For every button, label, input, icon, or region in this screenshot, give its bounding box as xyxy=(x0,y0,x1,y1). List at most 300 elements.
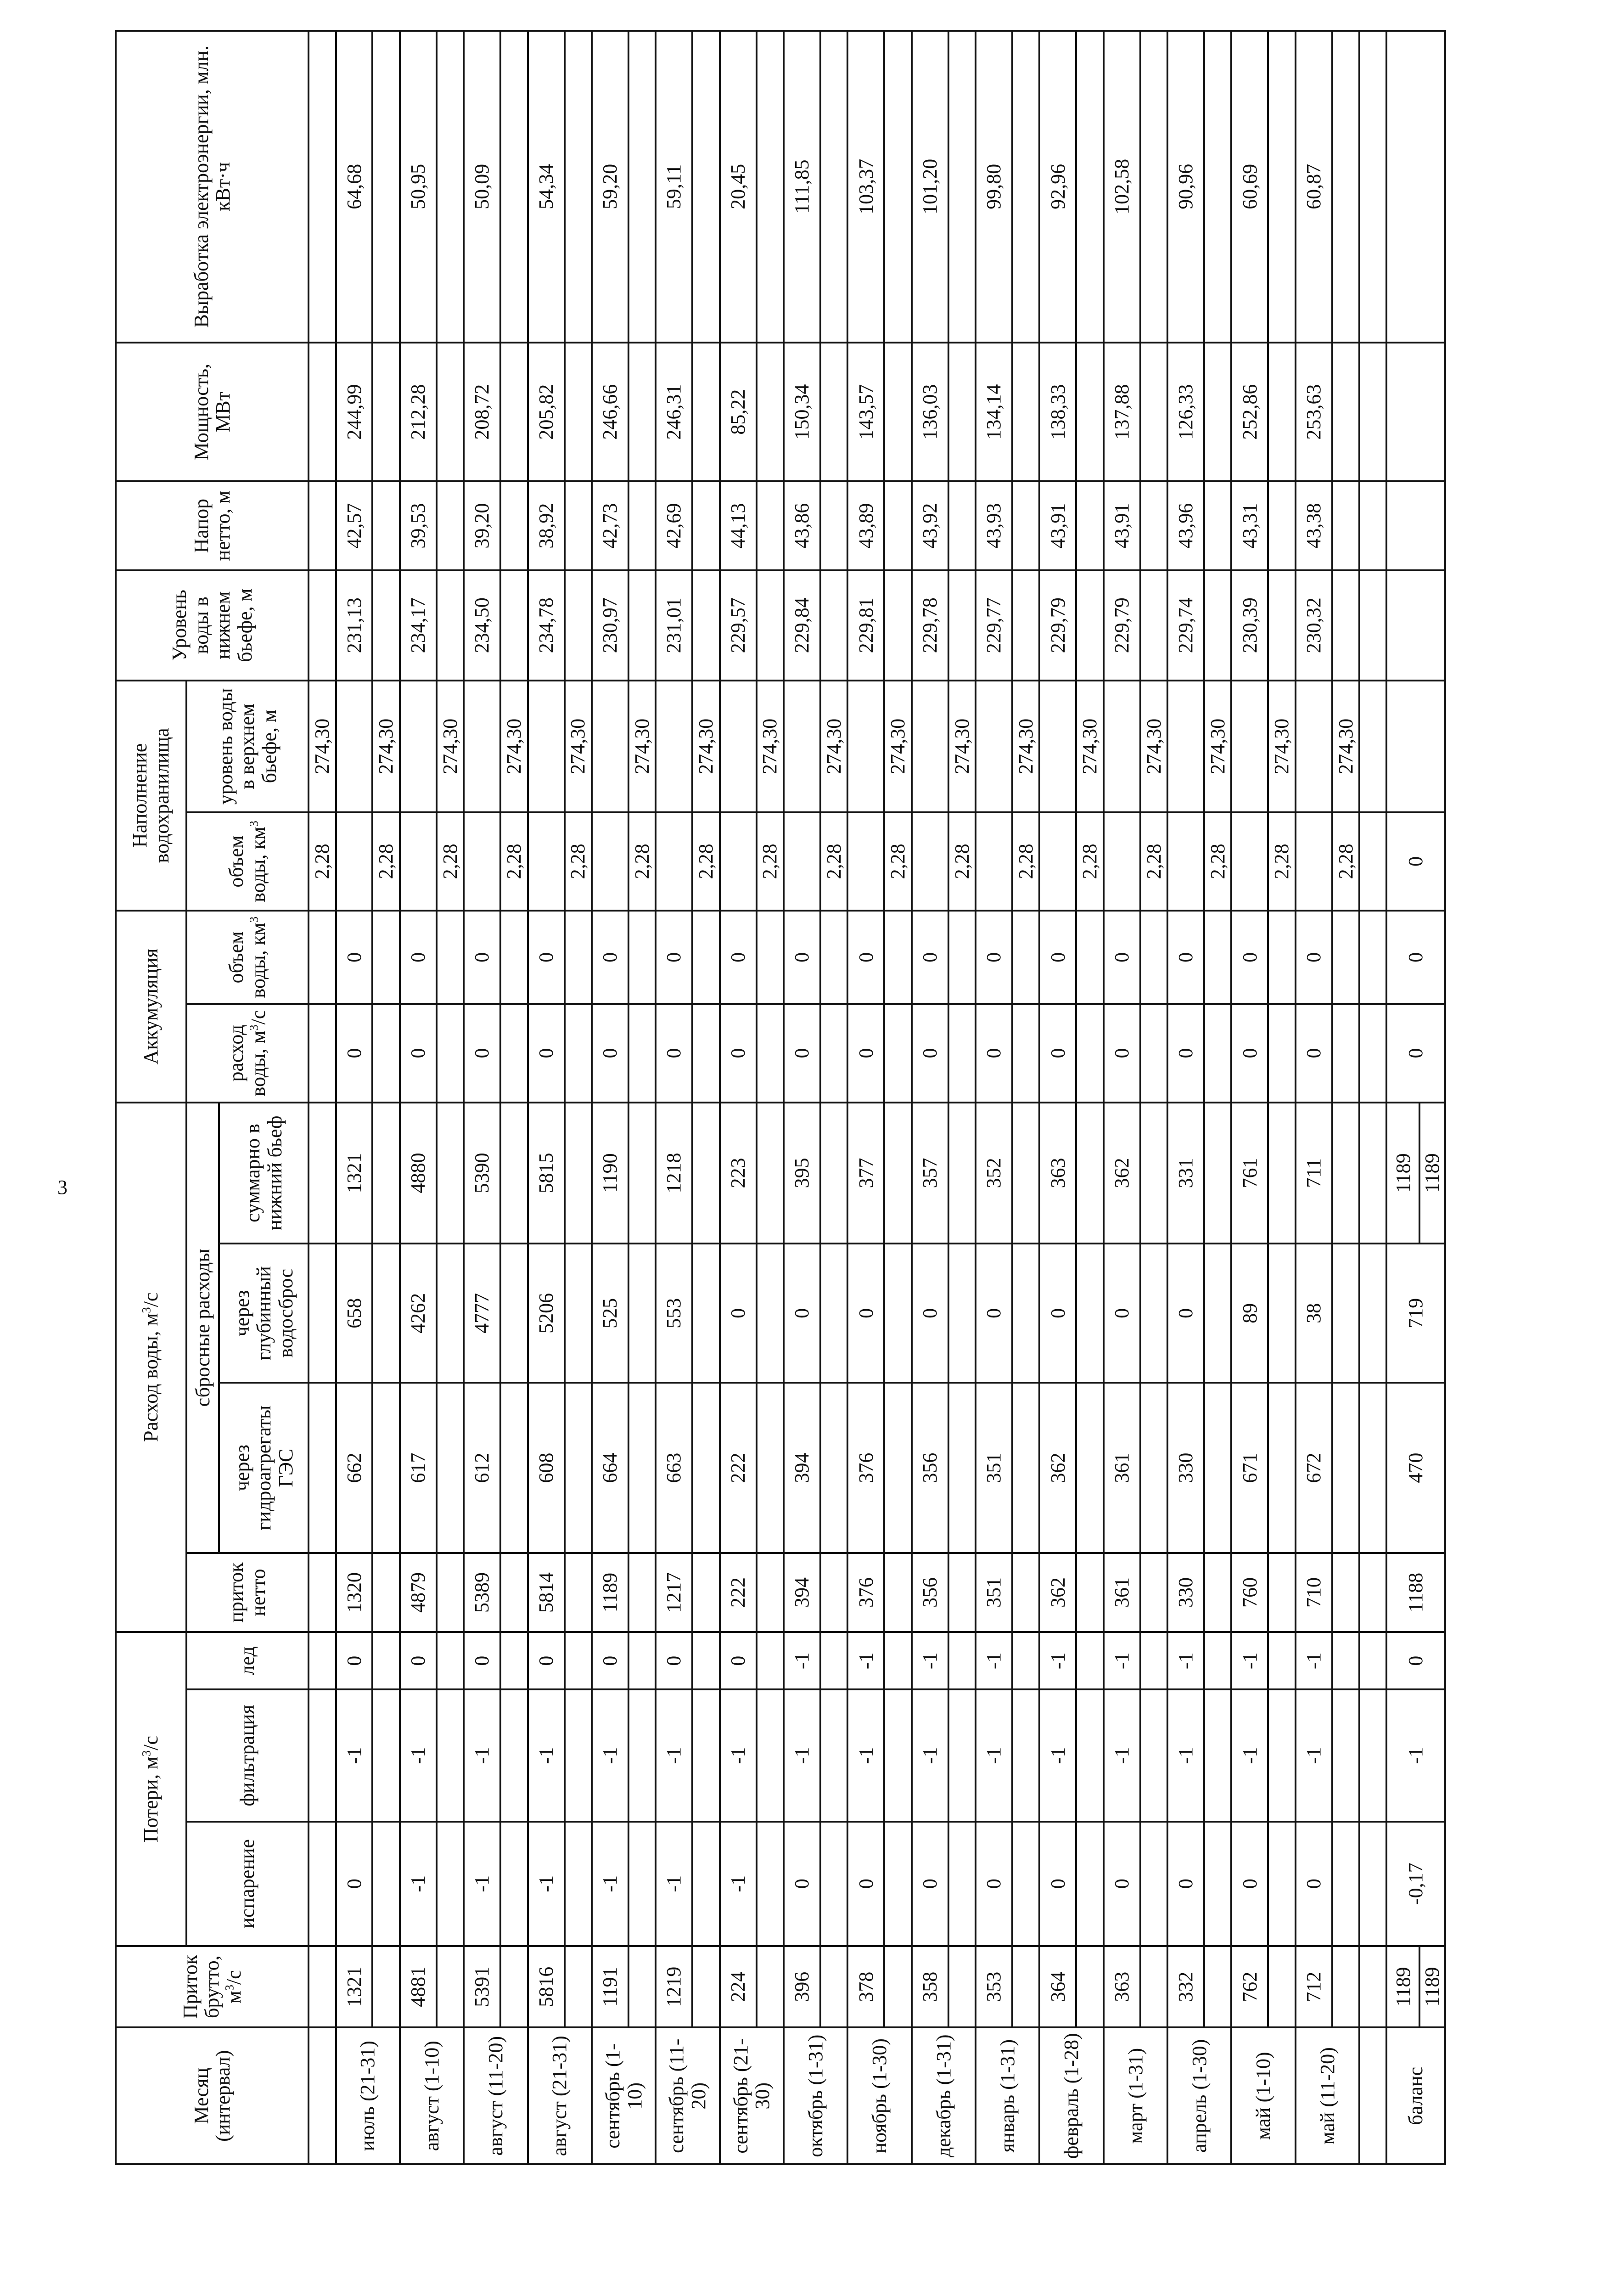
header-filling: Наполнение водохранилища xyxy=(116,681,186,911)
empty-cell xyxy=(1332,1632,1359,1689)
tail-level-cell: 231,01 xyxy=(656,570,692,681)
fill-level-cell: 274,30 xyxy=(948,681,976,812)
month-cell: март (1-31) xyxy=(1104,2027,1167,2164)
fill-volume-cell: 2,28 xyxy=(1140,812,1167,911)
empty-cell xyxy=(565,1004,592,1103)
via-spillway-cell: 0 xyxy=(976,1244,1012,1383)
data-row xyxy=(400,31,437,2164)
empty-cell xyxy=(1076,1632,1103,1689)
month-cell: август (11-20) xyxy=(464,2027,527,2164)
acc-volume-cell: 0 xyxy=(656,911,692,1004)
via-spillway-cell: 89 xyxy=(1231,1244,1268,1383)
empty-cell xyxy=(1076,1822,1103,1946)
filtration-cell: -1 xyxy=(720,1689,757,1821)
total-tailwater-cell: 362 xyxy=(1104,1103,1140,1244)
header-release: сбросные расходы xyxy=(186,1103,219,1553)
empty-cell xyxy=(309,1946,336,2027)
total-tailwater-cell: 711 xyxy=(1296,1103,1332,1244)
acc-volume-cell: 0 xyxy=(528,911,565,1004)
initial-fill-volume: 2,28 xyxy=(309,812,336,911)
power-cell: 138,33 xyxy=(1039,343,1076,482)
tail-level-cell: 229,78 xyxy=(912,570,948,681)
empty-cell xyxy=(1140,911,1167,1004)
empty-cell xyxy=(628,1822,656,1946)
evaporation-cell: 0 xyxy=(1104,1822,1140,1946)
data-row xyxy=(656,31,692,2164)
data-row-fill xyxy=(1012,31,1039,2164)
acc-volume-cell: 0 xyxy=(1039,911,1076,1004)
empty-cell xyxy=(1204,1822,1231,1946)
empty-cell xyxy=(372,1822,399,1946)
empty-cell xyxy=(820,1244,847,1383)
evaporation-cell: 0 xyxy=(336,1822,373,1946)
data-row xyxy=(912,31,948,2164)
via-spillway-cell: 553 xyxy=(656,1244,692,1383)
ice-cell: 0 xyxy=(528,1632,565,1689)
power-cell: 246,66 xyxy=(592,343,628,482)
header-acc-flow-text: расход воды, м xyxy=(225,1024,269,1097)
via-units-cell: 617 xyxy=(400,1383,437,1553)
empty-cell xyxy=(976,812,1012,911)
head-cell: 43,31 xyxy=(1231,482,1268,570)
empty-cell xyxy=(500,911,527,1004)
empty-cell xyxy=(437,1004,464,1103)
evaporation-cell: -1 xyxy=(592,1822,628,1946)
balance-via-spillway: 719 xyxy=(1386,1244,1445,1383)
empty-cell xyxy=(1268,482,1295,570)
empty-cell xyxy=(1268,1632,1295,1689)
empty-cell xyxy=(1332,1004,1359,1103)
empty-cell xyxy=(1204,1689,1231,1821)
empty-cell xyxy=(372,31,399,343)
fill-volume-cell: 2,28 xyxy=(437,812,464,911)
inflow-gross-cell: 332 xyxy=(1167,1946,1204,2027)
filtration-cell: -1 xyxy=(976,1689,1012,1821)
empty-cell xyxy=(372,1004,399,1103)
empty-cell xyxy=(692,1244,719,1383)
header-inflow-gross-text: Приток брутто, м xyxy=(179,1955,245,2019)
fill-volume-cell: 2,28 xyxy=(1204,812,1231,911)
total-tailwater-cell: 5815 xyxy=(528,1103,565,1244)
empty-cell xyxy=(1359,570,1386,681)
empty-cell xyxy=(500,570,527,681)
ice-cell: 0 xyxy=(656,1632,692,1689)
empty-cell xyxy=(1359,1822,1386,1946)
empty-cell xyxy=(1140,1632,1167,1689)
header-tail-level: Уровень воды в нижнем бьефе, м xyxy=(116,570,309,681)
balance-acc-flow: 0 xyxy=(1386,1004,1445,1103)
fill-level-cell: 274,30 xyxy=(628,681,656,812)
empty-cell xyxy=(372,1632,399,1689)
empty-cell xyxy=(437,1553,464,1632)
empty-cell xyxy=(309,1383,336,1553)
empty-cell xyxy=(309,2027,336,2164)
empty-cell xyxy=(948,570,976,681)
month-cell: апрель (1-30) xyxy=(1167,2027,1231,2164)
empty-cell xyxy=(565,1244,592,1383)
acc-volume-cell: 0 xyxy=(976,911,1012,1004)
head-cell: 42,69 xyxy=(656,482,692,570)
balance-filtration: -1 xyxy=(1386,1689,1445,1821)
header-acc-flow-sup: 3 xyxy=(247,1024,261,1031)
empty-cell xyxy=(692,1103,719,1244)
month-cell: сентябрь (1-10) xyxy=(592,2027,656,2164)
empty-cell xyxy=(1204,343,1231,482)
data-row-fill xyxy=(1332,31,1359,2164)
empty-cell xyxy=(692,1946,719,2027)
via-units-cell: 222 xyxy=(720,1383,757,1553)
empty-cell xyxy=(948,1553,976,1632)
balance-fill-volume: 0 xyxy=(1386,812,1445,911)
empty-cell xyxy=(757,1103,784,1244)
acc-flow-cell: 0 xyxy=(656,1004,692,1103)
balance-evaporation: -0,17 xyxy=(1386,1822,1445,1946)
empty-cell xyxy=(372,1946,399,2027)
initial-row xyxy=(309,31,336,2164)
tail-level-cell: 230,39 xyxy=(1231,570,1268,681)
via-units-cell: 351 xyxy=(976,1383,1012,1553)
empty-cell xyxy=(884,1553,911,1632)
empty-cell xyxy=(565,911,592,1004)
energy-cell: 92,96 xyxy=(1039,31,1076,343)
empty-cell xyxy=(948,1103,976,1244)
filtration-cell: -1 xyxy=(1039,1689,1076,1821)
empty-cell xyxy=(500,1244,527,1383)
inflow-gross-cell: 5816 xyxy=(528,1946,565,2027)
empty-cell xyxy=(692,911,719,1004)
inflow-gross-cell: 1321 xyxy=(336,1946,373,2027)
month-cell: август (21-31) xyxy=(528,2027,592,2164)
empty-cell xyxy=(692,1004,719,1103)
fill-volume-cell: 2,28 xyxy=(1332,812,1359,911)
head-cell: 43,91 xyxy=(1039,482,1076,570)
filtration-cell: -1 xyxy=(847,1689,884,1821)
empty-cell xyxy=(884,1244,911,1383)
via-spillway-cell: 0 xyxy=(1104,1244,1140,1383)
fill-level-cell: 274,30 xyxy=(1076,681,1103,812)
header-filtration: фильтрация xyxy=(186,1689,309,1821)
ice-cell: -1 xyxy=(976,1632,1012,1689)
data-row xyxy=(592,31,628,2164)
filtration-cell: -1 xyxy=(464,1689,500,1821)
fill-volume-cell: 2,28 xyxy=(884,812,911,911)
empty-cell xyxy=(1167,681,1204,812)
acc-flow-cell: 0 xyxy=(976,1004,1012,1103)
data-row xyxy=(784,31,820,2164)
empty-cell xyxy=(500,1689,527,1821)
empty-cell xyxy=(1296,812,1332,911)
empty-cell xyxy=(1076,482,1103,570)
empty-cell xyxy=(820,1946,847,2027)
evaporation-cell: -1 xyxy=(720,1822,757,1946)
via-spillway-cell: 0 xyxy=(784,1244,820,1383)
empty-cell xyxy=(1140,1946,1167,2027)
balance-inflow-gross: 1189 xyxy=(1386,1946,1419,2027)
empty-cell xyxy=(656,812,692,911)
fill-level-cell: 274,30 xyxy=(692,681,719,812)
empty-cell xyxy=(1012,1689,1039,1821)
energy-cell: 64,68 xyxy=(336,31,373,343)
empty-cell xyxy=(1140,31,1167,343)
empty-cell xyxy=(656,681,692,812)
empty-cell xyxy=(1204,1946,1231,2027)
empty-cell xyxy=(628,1632,656,1689)
empty-cell xyxy=(500,1004,527,1103)
data-row xyxy=(1167,31,1204,2164)
data-row xyxy=(976,31,1012,2164)
data-row-fill xyxy=(437,31,464,2164)
evaporation-cell: 0 xyxy=(1231,1822,1268,1946)
empty-cell xyxy=(1386,570,1445,681)
empty-cell xyxy=(1359,1103,1386,1244)
empty-cell xyxy=(1012,1632,1039,1689)
inflow-net-cell: 1189 xyxy=(592,1553,628,1632)
empty-cell xyxy=(1332,570,1359,681)
acc-volume-cell: 0 xyxy=(592,911,628,1004)
empty-cell xyxy=(437,570,464,681)
month-cell: декабрь (1-31) xyxy=(912,2027,976,2164)
tail-level-cell: 229,84 xyxy=(784,570,820,681)
empty-cell xyxy=(757,31,784,343)
empty-cell xyxy=(1012,1553,1039,1632)
empty-cell xyxy=(628,1004,656,1103)
empty-cell xyxy=(1268,1553,1295,1632)
total-tailwater-cell: 5390 xyxy=(464,1103,500,1244)
empty-cell xyxy=(1204,1383,1231,1553)
filtration-cell: -1 xyxy=(1296,1689,1332,1821)
empty-cell xyxy=(1359,31,1386,343)
balance-acc-volume: 0 xyxy=(1386,911,1445,1004)
empty-cell xyxy=(884,1383,911,1553)
data-row-fill xyxy=(757,31,784,2164)
tail-level-cell: 230,32 xyxy=(1296,570,1332,681)
power-cell: 136,03 xyxy=(912,343,948,482)
empty-cell xyxy=(692,1553,719,1632)
tail-level-cell: 234,78 xyxy=(528,570,565,681)
total-tailwater-cell: 223 xyxy=(720,1103,757,1244)
empty-cell xyxy=(1268,343,1295,482)
fill-level-cell: 274,30 xyxy=(1268,681,1295,812)
header-row-1 xyxy=(116,31,186,2164)
empty-cell xyxy=(948,343,976,482)
empty-cell xyxy=(820,1822,847,1946)
tail-level-cell: 230,97 xyxy=(592,570,628,681)
inflow-gross-cell: 224 xyxy=(720,1946,757,2027)
empty-cell xyxy=(309,343,336,482)
empty-cell xyxy=(1204,570,1231,681)
empty-cell xyxy=(1332,1822,1359,1946)
via-units-cell: 672 xyxy=(1296,1383,1332,1553)
ice-cell: -1 xyxy=(847,1632,884,1689)
data-row-fill xyxy=(692,31,719,2164)
empty-cell xyxy=(1359,911,1386,1004)
head-cell: 43,86 xyxy=(784,482,820,570)
acc-flow-cell: 0 xyxy=(1231,1004,1268,1103)
empty-cell xyxy=(500,1822,527,1946)
empty-cell xyxy=(1231,812,1268,911)
inflow-net-cell: 222 xyxy=(720,1553,757,1632)
empty-cell xyxy=(437,1632,464,1689)
energy-cell: 50,09 xyxy=(464,31,500,343)
empty-cell xyxy=(565,1553,592,1632)
empty-cell xyxy=(372,1553,399,1632)
empty-cell xyxy=(628,482,656,570)
empty-cell xyxy=(1386,681,1445,812)
energy-cell: 102,58 xyxy=(1104,31,1140,343)
filtration-cell: -1 xyxy=(592,1689,628,1821)
total-tailwater-cell: 395 xyxy=(784,1103,820,1244)
empty-cell xyxy=(592,812,628,911)
month-cell: сентябрь (21-30) xyxy=(720,2027,784,2164)
empty-cell xyxy=(1268,1946,1295,2027)
evaporation-cell: -1 xyxy=(528,1822,565,1946)
tail-level-cell: 229,79 xyxy=(1104,570,1140,681)
empty-cell xyxy=(309,1004,336,1103)
evaporation-cell: 0 xyxy=(847,1822,884,1946)
data-row-fill xyxy=(884,31,911,2164)
fill-level-cell: 274,30 xyxy=(1012,681,1039,812)
empty-cell xyxy=(692,1383,719,1553)
fill-level-cell: 274,30 xyxy=(1332,681,1359,812)
via-units-cell: 608 xyxy=(528,1383,565,1553)
month-cell: август (1-10) xyxy=(400,2027,464,2164)
empty-cell xyxy=(1268,1689,1295,1821)
data-row xyxy=(1296,31,1332,2164)
header-total-tailwater: суммарно в нижний бьеф xyxy=(219,1103,309,1244)
acc-volume-cell: 0 xyxy=(1231,911,1268,1004)
empty-cell xyxy=(1359,2027,1386,2164)
empty-cell xyxy=(309,1822,336,1946)
via-spillway-cell: 5206 xyxy=(528,1244,565,1383)
empty-cell xyxy=(336,681,373,812)
empty-cell xyxy=(1204,911,1231,1004)
empty-cell xyxy=(757,1632,784,1689)
fill-level-cell: 274,30 xyxy=(565,681,592,812)
empty-cell xyxy=(500,1946,527,2027)
acc-flow-cell: 0 xyxy=(336,1004,373,1103)
ice-cell: 0 xyxy=(336,1632,373,1689)
inflow-net-cell: 710 xyxy=(1296,1553,1332,1632)
empty-cell xyxy=(757,570,784,681)
empty-cell xyxy=(692,31,719,343)
empty-cell xyxy=(820,1632,847,1689)
data-row xyxy=(847,31,884,2164)
power-cell: 208,72 xyxy=(464,343,500,482)
via-spillway-cell: 0 xyxy=(1039,1244,1076,1383)
empty-cell xyxy=(372,1689,399,1821)
total-tailwater-cell: 4880 xyxy=(400,1103,437,1244)
header-losses-sup: 3 xyxy=(139,1750,153,1756)
header-accumulation: Аккумуляция xyxy=(116,911,186,1103)
head-cell: 43,89 xyxy=(847,482,884,570)
month-cell: ноябрь (1-30) xyxy=(847,2027,911,2164)
head-cell: 43,92 xyxy=(912,482,948,570)
energy-cell: 59,20 xyxy=(592,31,628,343)
power-cell: 143,57 xyxy=(847,343,884,482)
empty-cell xyxy=(1204,482,1231,570)
acc-volume-cell: 0 xyxy=(912,911,948,1004)
inflow-gross-cell: 396 xyxy=(784,1946,820,2027)
empty-cell xyxy=(628,1383,656,1553)
head-cell: 39,20 xyxy=(464,482,500,570)
empty-cell xyxy=(784,681,820,812)
data-row-fill xyxy=(948,31,976,2164)
empty-cell xyxy=(820,570,847,681)
empty-cell xyxy=(500,482,527,570)
power-cell: 252,86 xyxy=(1231,343,1268,482)
empty-cell xyxy=(437,1383,464,1553)
balance-ice: 0 xyxy=(1386,1632,1445,1689)
empty-cell xyxy=(1076,1553,1103,1632)
inflow-net-cell: 376 xyxy=(847,1553,884,1632)
empty-cell xyxy=(1104,681,1140,812)
empty-cell xyxy=(1076,1103,1103,1244)
empty-cell xyxy=(720,681,757,812)
empty-cell xyxy=(628,1553,656,1632)
fill-level-cell: 274,30 xyxy=(500,681,527,812)
empty-cell xyxy=(1268,1004,1295,1103)
empty-cell xyxy=(372,1244,399,1383)
head-cell: 42,73 xyxy=(592,482,628,570)
fill-volume-cell: 2,28 xyxy=(1076,812,1103,911)
total-tailwater-cell: 357 xyxy=(912,1103,948,1244)
empty-cell xyxy=(592,681,628,812)
empty-cell xyxy=(1359,812,1386,911)
balance-inflow-gross-check: 1189 xyxy=(1419,1946,1445,2027)
empty-cell xyxy=(820,1689,847,1821)
balance-total: 1189 xyxy=(1386,1103,1419,1244)
total-tailwater-cell: 363 xyxy=(1039,1103,1076,1244)
inflow-net-cell: 1217 xyxy=(656,1553,692,1632)
via-units-cell: 356 xyxy=(912,1383,948,1553)
energy-cell: 90,96 xyxy=(1167,31,1204,343)
empty-cell xyxy=(628,343,656,482)
ice-cell: 0 xyxy=(592,1632,628,1689)
acc-flow-cell: 0 xyxy=(528,1004,565,1103)
acc-volume-cell: 0 xyxy=(400,911,437,1004)
power-cell: 150,34 xyxy=(784,343,820,482)
fill-volume-cell: 2,28 xyxy=(948,812,976,911)
empty-cell xyxy=(1012,343,1039,482)
empty-cell xyxy=(1076,343,1103,482)
empty-cell xyxy=(884,482,911,570)
total-tailwater-cell: 761 xyxy=(1231,1103,1268,1244)
header-inflow-gross-sup: 3 xyxy=(222,1985,236,1991)
empty-cell xyxy=(1268,911,1295,1004)
empty-cell xyxy=(1076,911,1103,1004)
empty-cell xyxy=(1268,1822,1295,1946)
empty-cell xyxy=(976,681,1012,812)
empty-cell xyxy=(565,1632,592,1689)
power-cell: 134,14 xyxy=(976,343,1012,482)
data-row-fill xyxy=(500,31,527,2164)
data-row-fill xyxy=(1076,31,1103,2164)
empty-cell xyxy=(400,681,437,812)
empty-cell xyxy=(1359,681,1386,812)
empty-cell xyxy=(884,570,911,681)
filtration-cell: -1 xyxy=(528,1689,565,1821)
via-spillway-cell: 0 xyxy=(847,1244,884,1383)
inflow-gross-cell: 364 xyxy=(1039,1946,1076,2027)
empty-cell xyxy=(820,31,847,343)
month-cell: сентябрь (11-20) xyxy=(656,2027,719,2164)
acc-volume-cell: 0 xyxy=(1104,911,1140,1004)
ice-cell: -1 xyxy=(1167,1632,1204,1689)
inflow-net-cell: 760 xyxy=(1231,1553,1268,1632)
empty-cell xyxy=(372,343,399,482)
empty-cell xyxy=(912,812,948,911)
empty-cell xyxy=(847,681,884,812)
